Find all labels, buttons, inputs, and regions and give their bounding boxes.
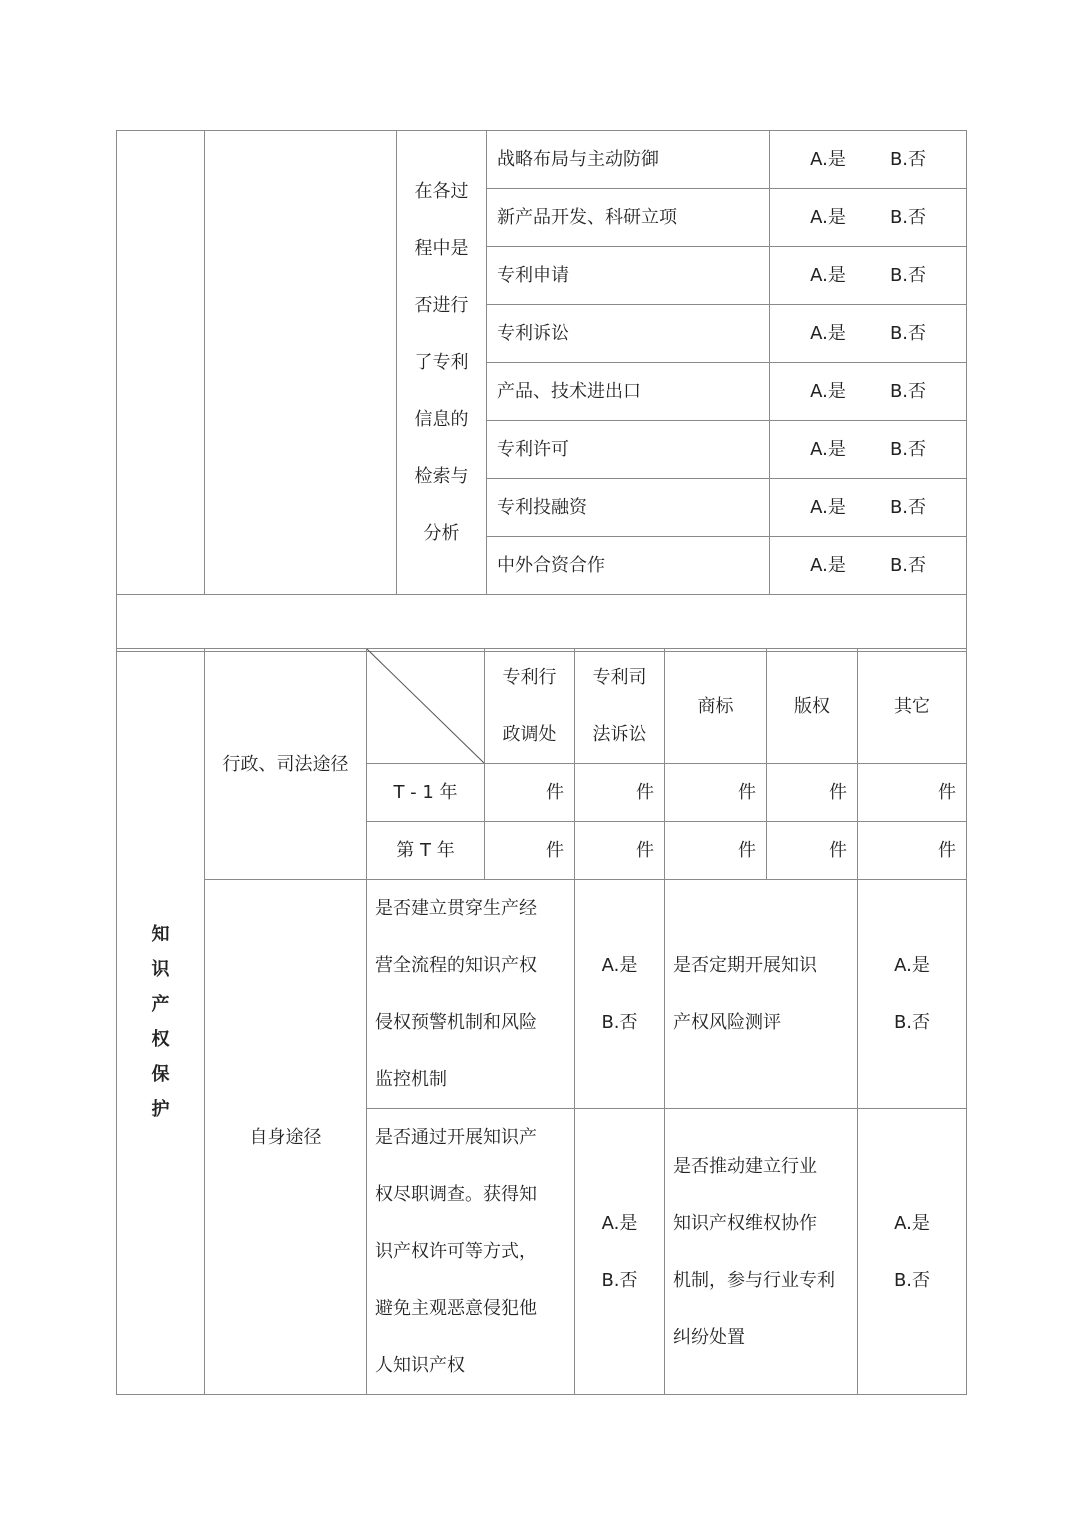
yes-no-choice[interactable] [770,247,967,305]
section-title-char: 知 [151,923,170,945]
option-yes[interactable]: A.是 [601,955,638,976]
process-item: 战略布局与主动防御 [487,131,770,189]
option-no[interactable]: B.否 [889,323,927,344]
option-no[interactable]: B.否 [889,265,927,286]
question-text [367,880,575,1109]
self-path-label: 自身途径 [205,880,367,1395]
table-row-empty [117,595,967,652]
process-label-line: 分析 [423,523,460,544]
question-line: 营全流程的知识产权 [375,955,537,976]
yes-no-choice[interactable] [858,880,967,1109]
patent-retrieval-table [116,130,967,652]
count-field[interactable]: 件 [485,822,575,880]
question-line: 产权风险测评 [673,1012,781,1033]
process-item: 新产品开发、科研立项 [487,189,770,247]
option-no[interactable]: B.否 [889,497,927,518]
header-line: 法诉讼 [592,724,647,745]
process-label [397,131,487,595]
option-no[interactable]: B.否 [889,381,927,402]
option-no[interactable]: B.否 [601,1012,638,1033]
count-field[interactable]: 件 [858,822,967,880]
blank-cell [205,131,397,595]
table-row [117,880,967,1109]
year-label: 第 T 年 [367,822,485,880]
header-copyright: 版权 [767,649,858,764]
process-label-line: 程中是 [414,238,469,259]
option-no[interactable]: B.否 [893,1012,931,1033]
option-yes[interactable]: A.是 [810,497,846,518]
yes-no-choice[interactable] [858,1109,967,1395]
section-title-char: 权 [151,1028,170,1050]
option-yes[interactable]: A.是 [810,149,846,170]
process-label-line: 否进行 [414,295,469,316]
process-label-line: 了专利 [414,352,469,373]
option-yes[interactable]: A.是 [894,1212,930,1234]
yes-no-choice[interactable] [770,421,967,479]
option-no[interactable]: B.否 [889,439,927,460]
count-field[interactable]: 件 [665,822,767,880]
yes-no-choice[interactable] [770,479,967,537]
question-line: 侵权预警机制和风险 [375,1012,537,1033]
admin-path-label: 行政、司法途径 [205,649,367,880]
question-line: 是否建立贯穿生产经 [375,898,537,919]
count-field[interactable]: 件 [575,822,665,880]
count-field[interactable]: 件 [767,822,858,880]
count-field[interactable]: 件 [575,764,665,822]
section-title-char: 产 [151,993,170,1015]
option-no[interactable]: B.否 [889,555,927,576]
count-field[interactable]: 件 [485,764,575,822]
process-item: 产品、技术进出口 [487,363,770,421]
process-item: 专利诉讼 [487,305,770,363]
yes-no-choice[interactable] [770,305,967,363]
process-item: 专利申请 [487,247,770,305]
header-judicial-litigation [575,649,665,764]
header-other: 其它 [858,649,967,764]
option-yes[interactable]: A.是 [810,439,846,460]
question-line: 是否推动建立行业 [673,1155,817,1177]
process-label-line: 信息的 [414,409,469,430]
blank-row [117,595,967,652]
question-line: 人知识产权 [375,1355,465,1376]
question-text [665,880,858,1109]
yes-no-choice[interactable] [770,363,967,421]
header-trademark: 商标 [665,649,767,764]
question-line: 是否定期开展知识 [673,955,817,976]
option-no[interactable]: B.否 [889,149,927,170]
diagonal-header-cell [367,649,485,764]
option-yes[interactable]: A.是 [601,1212,638,1234]
question-line: 识产权许可等方式， [375,1241,537,1262]
header-line: 专利行 [502,667,557,688]
section-title-char: 保 [151,1063,170,1085]
count-field[interactable]: 件 [858,764,967,822]
question-line: 监控机制 [375,1069,447,1090]
option-no[interactable]: B.否 [889,207,927,228]
yes-no-choice[interactable] [770,131,967,189]
section-title [117,649,205,1395]
option-yes[interactable]: A.是 [810,265,846,286]
question-line: 知识产权维权协作 [673,1212,817,1234]
option-no[interactable]: B.否 [601,1269,638,1291]
year-label: T - 1 年 [367,764,485,822]
table-row [117,649,967,764]
process-item: 中外合资合作 [487,537,770,595]
header-line: 专利司 [592,667,647,688]
yes-no-choice[interactable] [770,537,967,595]
option-yes[interactable]: A.是 [810,381,846,402]
question-line: 权尽职调查。获得知 [375,1184,537,1205]
question-text [367,1109,575,1395]
process-item: 专利许可 [487,421,770,479]
option-yes[interactable]: A.是 [810,207,846,228]
yes-no-choice[interactable] [575,880,665,1109]
option-yes[interactable]: A.是 [894,955,930,976]
yes-no-choice[interactable] [770,189,967,247]
question-line: 避免主观恶意侵犯他 [375,1298,537,1319]
option-no[interactable]: B.否 [893,1269,931,1291]
yes-no-choice[interactable] [575,1109,665,1395]
question-text [665,1109,858,1395]
table-row [117,131,967,189]
process-item: 专利投融资 [487,479,770,537]
ip-protection-table [116,648,967,1395]
diagonal-line [367,649,484,763]
count-field[interactable]: 件 [665,764,767,822]
section-title-char: 护 [151,1098,170,1120]
option-yes[interactable]: A.是 [810,555,846,576]
section-title-char: 识 [151,958,170,980]
header-line: 政调处 [502,724,557,745]
process-label-line: 检索与 [414,466,469,487]
count-field[interactable]: 件 [767,764,858,822]
header-admin-mediation [485,649,575,764]
question-line: 纠纷处置 [673,1326,745,1348]
option-yes[interactable]: A.是 [810,323,846,344]
blank-cell [117,131,205,595]
question-line: 机制，参与行业专利 [673,1269,835,1291]
process-label-line: 在各过 [414,181,469,202]
question-line: 是否通过开展知识产 [375,1127,537,1148]
